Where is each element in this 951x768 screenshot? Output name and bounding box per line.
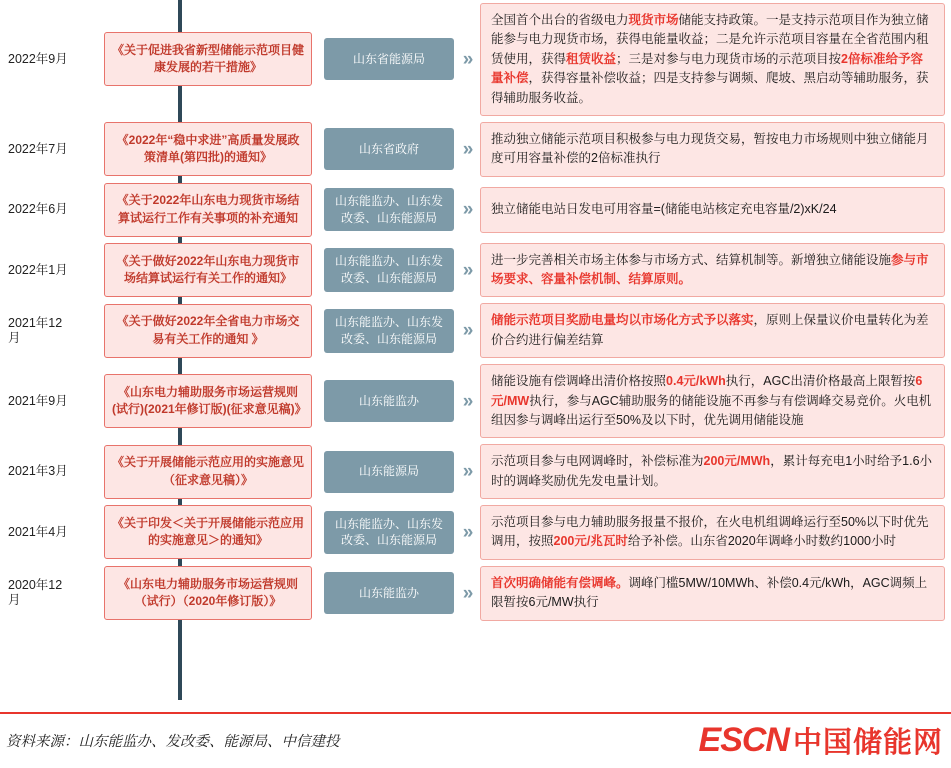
detail-plain-text: 调峰门槛5MW/10MWh、补偿0.4元/kWh，AGC调频上限暂按6元/MW执行 (491, 575, 928, 610)
detail-plain-text: ，累计每充电1小时给予1.6小时的调峰奖励优先发电量计划。 (491, 454, 933, 488)
policy-detail-text (491, 452, 934, 491)
detail-plain-text: 执行，AGC出清价格最高上限暂按 (725, 374, 916, 389)
double-chevron-right-icon: » (462, 390, 472, 412)
double-chevron-right-icon: » (462, 259, 472, 281)
policy-document-card: 《关于做好2022年山东电力现货市场结算试运行有关工作的通知》 (104, 243, 312, 297)
detail-highlight-text: 现货市场 (628, 13, 679, 27)
double-chevron-right-icon: » (462, 199, 472, 221)
row-date: 2022年1月 (8, 262, 68, 277)
row-date: 2022年6月 (8, 202, 68, 217)
issuing-authority-card: 山东能监办 (324, 572, 454, 614)
detail-highlight-text: 首次明确储能有偿调峰。 (491, 575, 629, 590)
brand-logo (699, 720, 943, 761)
row-date: 2022年7月 (8, 141, 68, 156)
detail-highlight-text: 200元/MWh (703, 454, 771, 469)
policy-detail-card (480, 303, 945, 358)
timeline-row (0, 441, 951, 502)
footer-bar (0, 712, 951, 768)
detail-plain-text: 给予补偿。山东省2020年调峰小时数约1000小时 (627, 534, 896, 549)
policy-detail-card (480, 3, 945, 116)
detail-plain-text: 推动独立储能示范项目积极参与电力现货交易，暂按电力市场规则中独立储能月度可用容量补偿的2倍标准执行 (491, 131, 929, 166)
row-date: 2021年12月 (8, 315, 63, 345)
issuing-authority-card: 山东省政府 (324, 128, 454, 170)
policy-detail-card (480, 566, 945, 621)
policy-detail-card (480, 187, 945, 233)
timeline-row (0, 361, 951, 441)
detail-plain-text: ，获得容量补偿收益；四是支持参与调频、爬坡、黑启动等辅助服务，获得辅助服务收益。 (491, 71, 929, 105)
row-date: 2021年4月 (8, 524, 68, 539)
policy-document-card: 《关于促进我省新型储能示范项目健康发展的若干措施》 (104, 32, 312, 86)
row-date: 2022年9月 (8, 51, 68, 66)
policy-document-card: 《关于做好2022年全省电力市场交易有关工作的通知 》 (104, 304, 312, 358)
detail-plain-text: 示范项目参与电力辅助服务报量不报价，在火电机组调峰运行至50%以下时优先调用，按照 (491, 515, 929, 549)
double-chevron-right-icon: » (462, 461, 472, 483)
policy-detail-card (480, 122, 945, 177)
double-chevron-right-icon: » (462, 138, 472, 160)
policy-detail-text (491, 11, 934, 108)
detail-plain-text: 示范项目参与电网调峰时，补偿标准为 (491, 454, 704, 469)
policy-detail-text (491, 200, 934, 219)
issuing-authority-card: 山东能监办、山东发改委、山东能源局 (324, 309, 454, 353)
timeline-row (0, 119, 951, 180)
detail-plain-text: 储能设施有偿调峰出清价格按照 (491, 374, 667, 389)
detail-plain-text: 执行，参与AGC辅助服务的储能设施不再参与有偿调峰交易竞价。火电机组因参与调峰出运行至50%及以下时，优先调用储能设施 (491, 393, 932, 427)
policy-document-card: 《关于开展储能示范应用的实施意见（征求意见稿）》 (104, 445, 312, 499)
source-note: 资料来源：山东能监办、发改委、能源局、中信建投 (6, 734, 340, 750)
brand-chinese-text: 中国储能网 (792, 727, 943, 759)
detail-plain-text: 进一步完善相关市场主体参与市场方式、结算机制等。新增独立储能设施 (491, 252, 892, 267)
policy-detail-text (491, 130, 934, 169)
issuing-authority-card: 山东能监办、山东发改委、山东能源局 (324, 188, 454, 232)
detail-highlight-text: 6元/MW (491, 374, 923, 408)
policy-document-card: 《关于2022年山东电力现货市场结算试运行工作有关事项的补充通知 (104, 183, 312, 237)
detail-highlight-text: 储能示范项目奖励电量均以市场化方式予以落实 (491, 313, 754, 328)
double-chevron-right-icon: » (462, 48, 472, 70)
policy-detail-card (480, 364, 945, 438)
detail-plain-text: ，原则上保量议价电量转化为差价合约进行偏差结算 (491, 313, 929, 347)
issuing-authority-card: 山东能监办 (324, 380, 454, 422)
policy-detail-text (491, 574, 934, 613)
policy-detail-text (491, 251, 934, 290)
detail-highlight-text: 租赁收益 (566, 51, 617, 66)
policy-document-card: 《山东电力辅助服务市场运营规则（试行）（2020年修订版）》 (104, 566, 312, 620)
policy-detail-card (480, 444, 945, 499)
double-chevron-right-icon: » (462, 320, 472, 342)
policy-document-card: 《关于印发＜关于开展储能示范应用的实施意见＞的通知》 (104, 505, 312, 559)
timeline-row (0, 502, 951, 563)
detail-highlight-text: 2倍标准给予容量补偿 (491, 51, 923, 86)
policy-document-card: 《2022年“稳中求进”高质量发展政策清单(第四批)的通知》 (104, 122, 312, 176)
double-chevron-right-icon: » (462, 521, 472, 543)
policy-detail-card (480, 243, 945, 298)
row-date: 2021年3月 (8, 464, 68, 479)
issuing-authority-card: 山东能监办、山东发改委、山东能源局 (324, 511, 454, 555)
detail-plain-text: 全国首个出台的省级电力 (491, 13, 629, 27)
policy-detail-text (491, 311, 934, 350)
detail-plain-text: 独立储能电站日发电可用容量=(储能电站核定充电容量/2)xK/24 (491, 201, 837, 216)
row-date: 2021年9月 (8, 393, 68, 408)
timeline-row (0, 240, 951, 301)
issuing-authority-card: 山东省能源局 (324, 38, 454, 80)
detail-highlight-text: 参与市场要求、容量补偿机制、结算原则。 (491, 252, 929, 286)
timeline-row (0, 300, 951, 361)
detail-highlight-text: 200元/兆瓦时 (553, 534, 628, 549)
policy-document-card: 《山东电力辅助服务市场运营规则(试行)(2021年修订版)(征求意见稿)》 (104, 374, 312, 428)
timeline-row (0, 563, 951, 624)
detail-highlight-text: 0.4元/kWh (666, 374, 726, 389)
detail-plain-text: 储能支持政策。一是支持示范项目作为独立储能参与电力现货市场，获得电能量收益；二是允许示范项目容量在全省范围内租赁使用，获得 (491, 13, 929, 66)
timeline-row (0, 0, 951, 119)
timeline-row (0, 180, 951, 240)
policy-detail-card (480, 505, 945, 560)
issuing-authority-card: 山东能源局 (324, 451, 454, 493)
policy-detail-text (491, 372, 934, 430)
double-chevron-right-icon: » (462, 582, 472, 604)
issuing-authority-card: 山东能监办、山东发改委、山东能源局 (324, 248, 454, 292)
detail-plain-text: ；三是对参与电力现货市场的示范项目按 (616, 51, 842, 66)
policy-detail-text (491, 513, 934, 552)
row-date: 2020年12月 (8, 578, 63, 608)
brand-escn-text: ESCN (698, 721, 789, 759)
